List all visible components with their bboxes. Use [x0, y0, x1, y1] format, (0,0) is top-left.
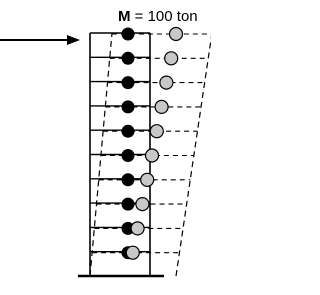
displaced-mass-4	[141, 173, 154, 186]
floor-mass-10	[122, 28, 135, 41]
floor-mass-4	[122, 173, 135, 186]
load-arrow	[0, 35, 80, 45]
displaced-mass-9	[165, 52, 178, 65]
displaced-mass-1	[126, 246, 139, 259]
displaced-masses	[126, 28, 182, 260]
displaced-mass-2	[131, 222, 144, 235]
displaced-mass-10	[170, 28, 183, 41]
undeformed-frame	[90, 33, 150, 276]
floor-mass-5	[122, 149, 135, 162]
floor-mass-3	[122, 198, 135, 211]
displaced-mass-3	[136, 198, 149, 211]
floor-mass-6	[122, 125, 135, 138]
deformed-beams	[92, 34, 211, 253]
mass-label	[118, 8, 198, 25]
mass-symbol: M	[118, 8, 131, 25]
floor-mass-9	[122, 52, 135, 65]
displaced-mass-5	[146, 149, 159, 162]
floor-mass-7	[122, 100, 135, 113]
mass-value: = 100 ton	[130, 8, 198, 25]
displaced-mass-8	[160, 76, 173, 89]
deformed-right-column	[176, 33, 211, 276]
displaced-mass-7	[155, 100, 168, 113]
floor-mass-8	[122, 76, 135, 89]
displaced-mass-6	[150, 125, 163, 138]
